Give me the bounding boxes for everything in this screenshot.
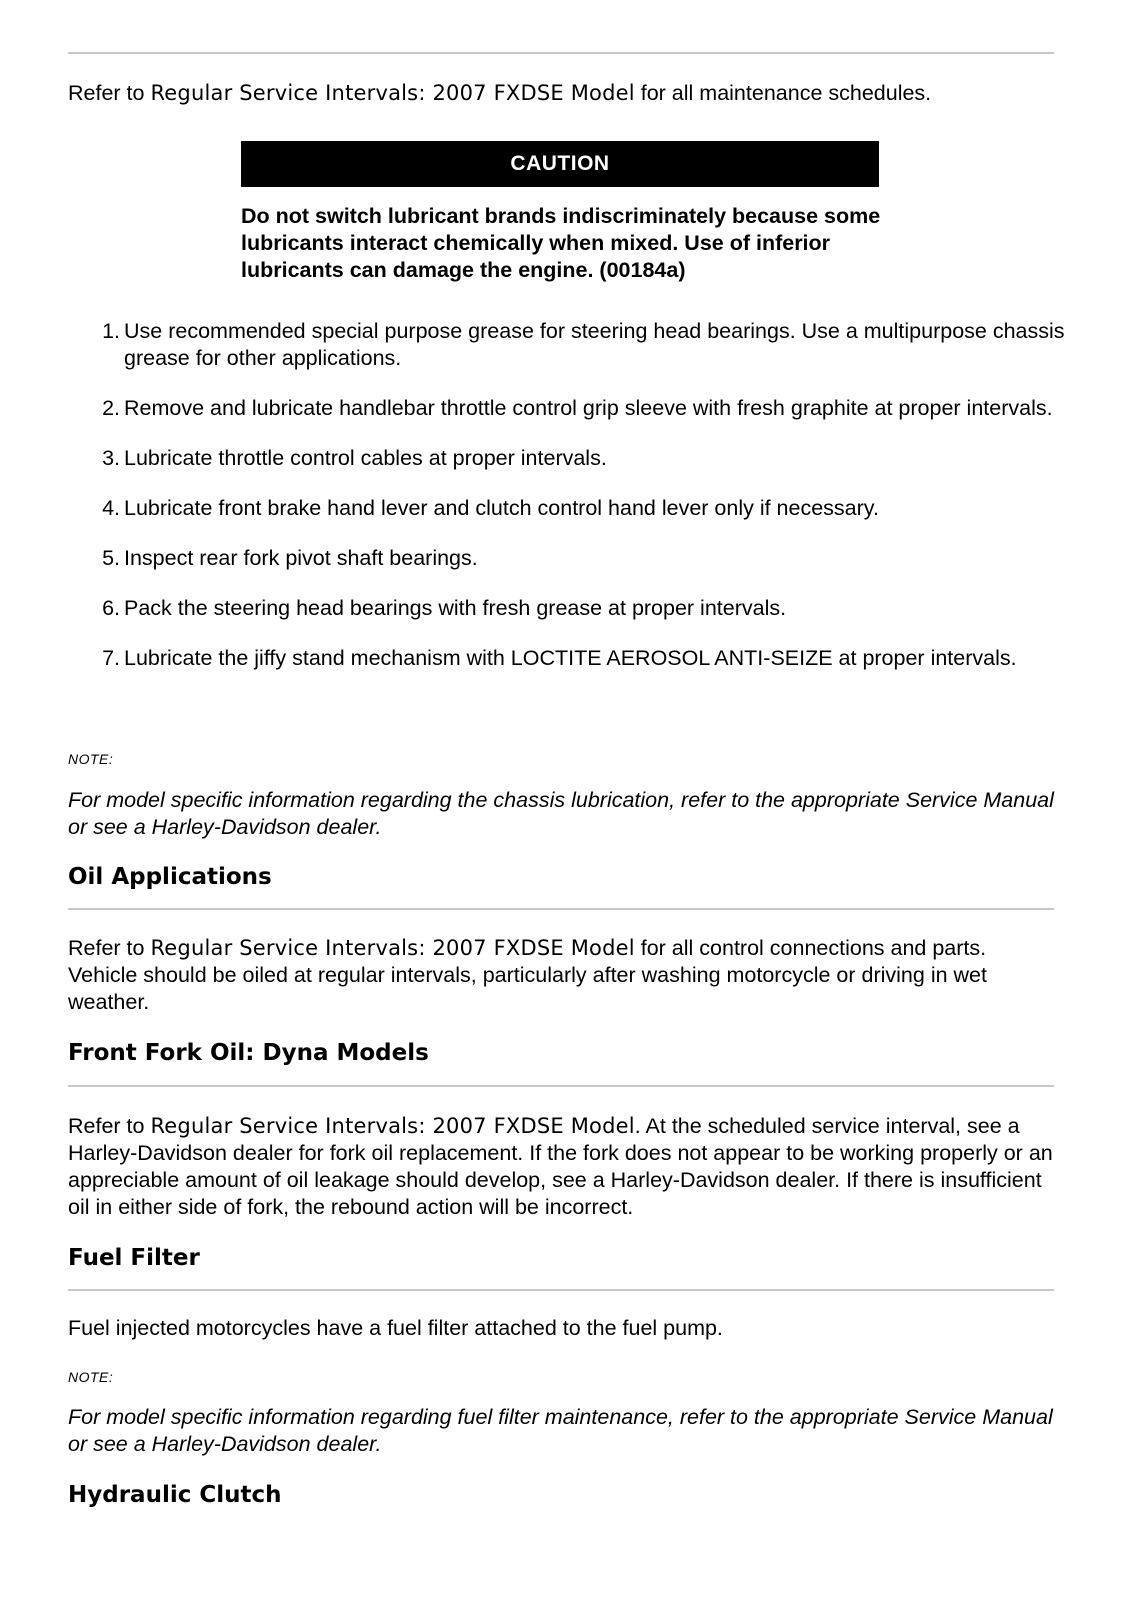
list-item-text: Pack the steering head bearings with fresh grease at proper intervals. <box>124 596 787 620</box>
list-item <box>102 645 1110 672</box>
list-item-number: 2. <box>102 396 120 420</box>
list-item-text: Lubricate the jiffy stand mechanism with LOCTITE AEROSOL ANTI-SEIZE at proper intervals. <box>124 646 1017 670</box>
list-item <box>102 595 1110 622</box>
intro-prefix: Refer to <box>68 81 151 105</box>
intro-service-intervals-reference: Regular Service Intervals: 2007 FXDSE Model <box>150 81 635 105</box>
list-item-text: Lubricate front brake hand lever and clutch control hand lever only if necessary. <box>124 496 879 520</box>
section-divider <box>68 1085 1054 1087</box>
list-item-number: 5. <box>102 546 120 570</box>
list-item <box>102 445 1110 472</box>
list-item-text: Use recommended special purpose grease for steering head bearings. Use a multipurpose chassis grease for other applications. <box>124 319 1065 370</box>
note-text: For model specific information regarding fuel filter maintenance, refer to the appropriate Service Manual or see a Harley-Davidson dealer. <box>68 1405 1053 1456</box>
list-item-number: 6. <box>102 596 120 620</box>
front-fork-oil-paragraph <box>68 1113 1054 1221</box>
caution-message: Do not switch lubricant brands indiscriminately because some lubricants interact chemically when mixed. Use of inferior lubricants can damage the engine. (00184a) <box>241 204 881 282</box>
front-fork-suffix: . At the scheduled service interval, see a Harley-Davidson dealer for fork oil replacement. If the fork does not appear to be working properly or an appreciable amount of oil leakage should develop, see a Harley-Davidson dealer. If there is insufficient oil in either side of fork, the rebound action will be incorrect. <box>68 1114 1053 1219</box>
note-text: For model specific information regarding the chassis lubrication, refer to the appropriate Service Manual or see a Harley-Davidson dealer. <box>68 788 1054 839</box>
oil-applications-prefix: Refer to <box>68 936 151 960</box>
list-item <box>102 545 1110 572</box>
hydraulic-clutch-heading: Hydraulic Clutch <box>68 1482 282 1508</box>
front-fork-prefix: Refer to <box>68 1114 151 1138</box>
front-fork-reference: Regular Service Intervals: 2007 FXDSE Model <box>150 1114 635 1138</box>
list-item-text: Remove and lubricate handlebar throttle control grip sleeve with fresh graphite at proper intervals. <box>124 396 1053 420</box>
list-item-text: Inspect rear fork pivot shaft bearings. <box>124 546 478 570</box>
oil-applications-suffix: for all control connections and parts. Vehicle should be oiled at regular intervals, particularly after washing motorcycle or driving in wet weather. <box>68 936 987 1014</box>
list-item <box>102 318 1110 372</box>
oil-applications-reference: Regular Service Intervals: 2007 FXDSE Model <box>150 936 635 960</box>
fuel-filter-paragraph: Fuel injected motorcycles have a fuel filter attached to the fuel pump. <box>68 1316 723 1340</box>
list-item-number: 3. <box>102 446 120 470</box>
intro-paragraph <box>68 80 1054 107</box>
lubrication-steps-list <box>68 318 1110 695</box>
note-label: NOTE: <box>68 751 114 767</box>
list-item-text: Lubricate throttle control cables at proper intervals. <box>124 446 607 470</box>
caution-banner <box>241 141 879 187</box>
list-item <box>102 495 1110 522</box>
section-divider <box>68 908 1054 910</box>
front-fork-oil-heading: Front Fork Oil: Dyna Models <box>68 1040 429 1066</box>
intro-suffix: for all maintenance schedules. <box>634 81 932 105</box>
note-label: NOTE: <box>68 1369 114 1385</box>
oil-applications-paragraph <box>68 935 1054 1016</box>
section-divider <box>68 1289 1054 1291</box>
list-item-number: 4. <box>102 496 120 520</box>
fuel-filter-heading: Fuel Filter <box>68 1245 200 1271</box>
list-item-number: 1. <box>102 319 120 343</box>
caution-label: CAUTION <box>510 152 610 175</box>
oil-applications-heading: Oil Applications <box>68 864 272 890</box>
top-divider <box>68 52 1054 54</box>
list-item-number: 7. <box>102 646 120 670</box>
list-item <box>102 395 1110 422</box>
